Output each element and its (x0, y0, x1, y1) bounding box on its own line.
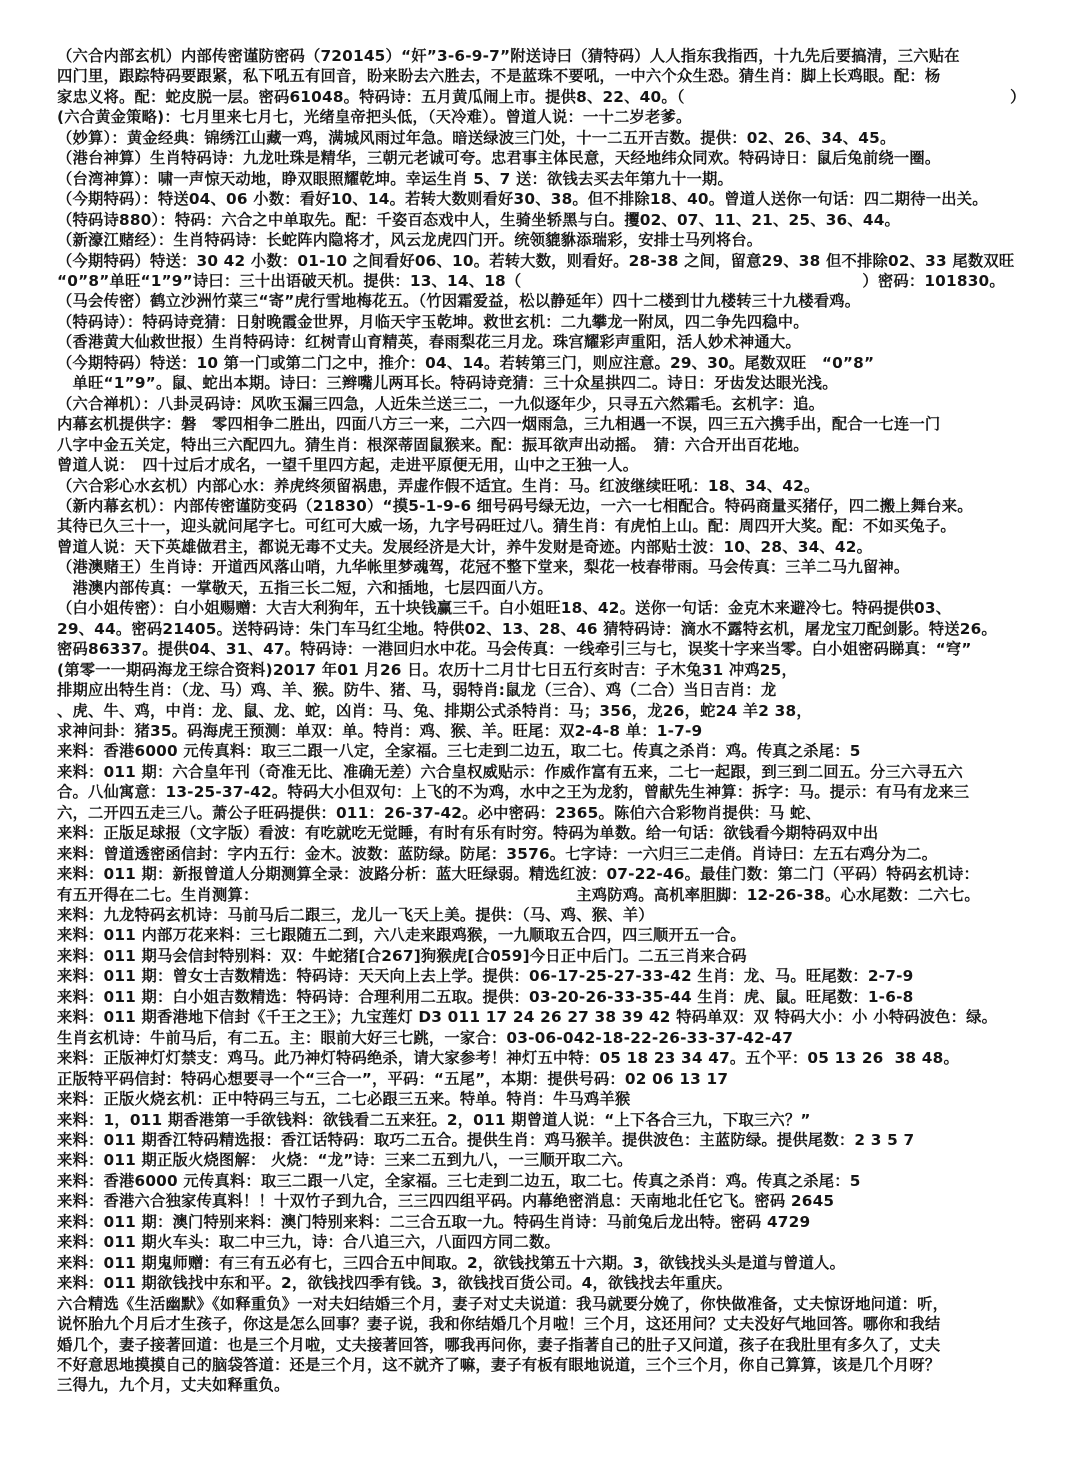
text-line: 六合精选《生活幽默》《如释重负》一对夫妇结婚三个月，妻子对丈夫说道：我马就要分娩了，你快做准备，丈夫惊讶地问道：听， (57, 1294, 949, 1313)
text-line: 来料：011 期马会信封特别料：双：牛蛇猪[合267]狗猴虎[合059]今日正中后门。二五三肖来合码 (57, 946, 747, 965)
text-line: 来料：正版足球报（文字版）看波：有吃就吃无觉睡，有时有乐有时穷。特码为单数。给一句话：欲钱看今期特码双中出 (57, 824, 879, 843)
text-line: （六合彩心水玄机）内部心水：养虎终须留祸患，弄虚作假不适宜。生肖：马。红波继续旺吼：18、34、42。 (57, 476, 820, 495)
text-line: 内幕玄机提供字：磐 零四相争二胜出，四面八方三一来，二六四一烟雨急，三九相遇一不误，四三五六携手出，配合一七连一门 (57, 415, 941, 434)
text-line: 来料：011 期鬼师赠：有三有五必有七，三四合五中间取。2，欲钱找第五十六期。3，欲钱找头头是道与曾道人。 (57, 1253, 846, 1272)
text-line: （台湾神算）：啸一声惊天动地，睁双眼照耀乾坤。幸运生肖 5、7 送：欲钱去买去年第九十一期。 (57, 169, 733, 188)
text-line: 其待已久三十一，迎头就问尾字七。可红可大威一场，九字号码旺过八。猜生肖：有虎怕上山。配：周四开大奖。配：不如买兔子。 (57, 517, 956, 536)
text-line: （今期特码）特送：10 第一门或第二门之中，推介：04、14。若转第三门，则应注意。29、30。尾数双旺 “0”8” (57, 353, 875, 372)
text-line: 来料：九龙特码玄机诗：马前马后二跟三，龙儿一飞天上美。提供：（马、鸡、猴、羊） (57, 906, 654, 925)
text-line: 有五开得在二七。生肖测算： 主鸡防鸡。高机率胆脚：12-26-38。心水尾数：二六七。 (57, 885, 980, 904)
text-line: （今期特码）特送：30 42 小数：01-10 之间看好06、10。若转大数，则看好。28-38 之间，留意29、38 但不排除02、33 尾数双旺 (57, 251, 1015, 270)
text-line: 婚几个，妻子接著回道：也是三个月啦，丈夫接著回答，哪我再问你，妻子指著自己的肚子又问道，孩子在我肚里有多久了，丈夫 (57, 1335, 941, 1354)
text-line: 来料：香港六合独家传真料！！十双竹子到九合，三三四四组平码。内幕绝密消息：天南地北任它飞。密码 2645 (57, 1192, 835, 1211)
text-line: （今期特码）：特送04、06 小数：看好10、14。若转大数则看好30、38。但不排除18、40。曾道人送你一句话：四二期待一出关。 (57, 190, 988, 209)
text-line: （白小姐传密）：白小姐赐赠：大吉大利狗年，五十块钱赢三千。白小姐旺18、42。送你一句话：金克木来避冷七。特码提供03、 (57, 599, 952, 618)
text-line: 来料：011 期火车头：取二中三九，诗：合八追三六，八面四方同二数。 (57, 1233, 560, 1252)
text-line: （港台神算）生肖特码诗：九龙吐珠是精华，三朝元老诚可夸。忠君事主体民意，天经地纬众同欢。特码诗日：鼠后兔前绕一圈。 (57, 149, 941, 168)
text-line: （香港黄大仙救世报）生肖特码诗：红树青山育精英，春雨梨花三月龙。珠宫耀彩声重阳，活人妙术神通大。 (57, 333, 801, 352)
text-line: 来料：011 期欲钱找中东和平。2，欲钱找四季有钱。3，欲钱找百货公司。4，欲钱找去年重庆。 (57, 1274, 732, 1293)
text-line: 来料：011 期：新报曾道人分期测算全录：波路分析：蓝大旺绿弱。精选红波：07-22-46。最佳门数：第二门（平码）特码玄机诗： (57, 865, 980, 884)
text-line: 生肖玄机诗：牛前马后，有二五。主：眼前大好三七跳，一家合：03-06-042-18-22-26-33-37-42-47 (57, 1028, 794, 1047)
text-line: （特码诗）：特码诗竞猜：日射晚霞金世界，月临天宇玉乾坤。救世玄机：二九攀龙一附凤，四二争先四稳中。 (57, 312, 809, 331)
text-line: 单旺“1”9”。鼠、蛇出本期。诗曰：三辫嘴儿两耳长。特码诗竞猜：三十众星拱四二。诗日：牙齿发达眼光浅。 (57, 374, 838, 393)
text-line: 密码86337。提供04、31、47。特码诗：一港回归水中花。马会传真：一线牵引三与七，误奖十字来当零。白小姐密码睇真：“穹” (57, 640, 972, 659)
document-sheet (57, 46, 1037, 1396)
text-line: 来料：011 期：曾女士吉数精选：特码诗：天天向上去上学。提供：06-17-25-27-33-42 生肖：龙、马。旺尾数：2-7-9 (57, 967, 914, 986)
text-line: “0”8”单旺“1”9”诗曰：三十出语破天机。提供：13、14、18（ ）密码：101830。 (57, 271, 1005, 290)
text-line: 来料：011 期正版火烧图解： 火烧：“龙”诗：三来二五到九八，一三顺开取二六。 (57, 1151, 633, 1170)
text-line: （妙算）：黄金经典：锦绣江山藏一鸡，满城风雨过年急。暗送绿波三门处，十一二五开吉数。提供：02、26、34、45。 (57, 128, 896, 147)
text-line: 四门里，跟踪特码要跟紧，私下吼五有回音，盼来盼去六胜去，不是蓝珠不要吼，一中六个众生恐。猜生肖：脚上长鸡眼。配：杨 (57, 67, 941, 86)
text-line: （马会传密）鹤立沙洲竹菜三“寄”虎行雪地梅花五。（竹因霜爱益，松以静延年）四十二楼到廿九楼转三十九楼看鸡。 (57, 292, 861, 311)
text-line: 来料：正版火烧玄机：正中特码三与五，二七必跟三五来。特单。特肖：牛马鸡羊猴 (57, 1090, 631, 1109)
text-line: 来料：香港6000 元传真料：取三二跟一八定，全家福。三七走到二边五，取二七。传真之杀肖：鸡。传真之杀尾：5 (57, 1171, 861, 1190)
text-line: 来料：曾道透密函信封：字内五行：金木。波数：蓝防绿。防尾：3576。七字诗：一六归三二走俏。肖诗曰：左五右鸡分为二。 (57, 844, 938, 863)
text-line: （六合内部玄机）内部传密谨防密码（720145）“奸”3-6-9-7”附送诗曰（猜特码）人人指东我指西，十九先后要搞清，三六贴在 (57, 47, 960, 65)
text-line: （特码诗880）：特码：六合之中单取先。配：千姿百态戏中人，生骑坐轿黑与白。攫02、07、11、21、25、36、44。 (57, 210, 901, 229)
text-line: 来料：011 期：澳门特别来料：澳门特别来料：二三合五取一九。特码生肖诗：马前兔后龙出特。密码 4729 (57, 1212, 811, 1231)
text-line: 合。八仙寓意：13-25-37-42。特码大小但双句：上飞的不为鸡，水中之王为龙豹，曾献先生神算：拆字：马。提示：有马有龙来三 (57, 783, 970, 802)
text-line: 不好意思地摸摸自己的脑袋答道：还是三个月，这不就齐了嘛，妻子有板有眼地说道，三个三个月，你自己算算，该是几个月呀？ (57, 1356, 941, 1374)
text-line: 来料：011 期：六合皇年刊（奇准无比、准确无差）六合皇权威贴示：作威作富有五来，二七一起跟，到三到二回五。分三六寻五六 (57, 762, 963, 781)
text-line: 来料：011 期香港地下信封《千王之王》；九宝莲灯 D3 011 17 24 26 27 38 39 42 特码单双：双 特码大小：小 小特码波色：绿。 (57, 1008, 998, 1027)
text-line: （港澳赌王）生肖诗：开道西风落山哨，九华帐里梦魂驾，花冠不整下堂来，梨花一枝春带雨。马会传真：三羊二马九留神。 (57, 558, 910, 577)
text-line: 曾道人说： 四十过后才成名，一望千里四方起，走进平原便无用，山中之王独一人。 (57, 456, 639, 475)
text-line: 说怀胎九个月后才生孩子，你这是怎么回事？妻子说，我和你结婚几个月啦！三个月，这还用问？丈夫没好气地回答。哪你和我结 (57, 1315, 941, 1334)
text-line: 三得九，九个月，丈夫如释重负。 (57, 1376, 290, 1395)
text-line: 六，二开四五走三八。萧公子旺码提供：011：26-37-42。必中密码：2365。陈伯六合彩物肖提供：马 蛇、 (57, 803, 821, 822)
text-line: 曾道人说：天下英雄做君主，都说无毒不丈夫。发展经济是大计，养牛发财是奇迹。内部贴士波：10、28、34、42。 (57, 537, 873, 556)
text-line: 、虎、牛、鸡，中肖：龙、鼠、龙、蛇，凶肖：马、兔、排期公式杀特肖：马；356，龙26，蛇24 羊2 38， (57, 701, 812, 720)
text-line: 求神问卦：猪35。码海虎王预测：单双：单。特肖：鸡、猴、羊。旺尾：双2-4-8 单：1-7-9 (57, 721, 703, 740)
text-line: 来料：011 期香江特码精选报：香江话特码：取巧二五合。提供生肖：鸡马猴羊。提供波色：主蓝防绿。提供尾数：2 3 5 7 (57, 1131, 915, 1150)
text-line: 29、44。密码21405。送特码诗：朱门车马红尘地。特供02、13、28、46 猜特码诗：滴水不露特玄机，屠龙宝刀配剑影。特送26。 (57, 619, 997, 638)
text-line: (第零一一期码海龙王综合资料)2017 年01 月26 日。农历十二月廿七日五行亥时吉：子木兔31 冲鸡25， (57, 660, 797, 679)
text-line: 正版特平码信封：特码心想要寻一个“三合一”，平码：“五尾”，本期：提供号码：02 06 13 17 (57, 1069, 729, 1088)
text-line: 港澳内部传真：一掌敬天，五指三长二短，六和插地，七层四面八方。 (57, 578, 553, 597)
text-line: 来料：香港6000 元传真料：取三二跟一八定，全家福。三七走到二边五，取二七。传真之杀肖：鸡。传真之杀尾：5 (57, 742, 861, 761)
text-line: （新内幕玄机）：内部传密谨防变码（21830）“摸5-1-9-6 细号码号绿无边，一六一七相配合。特码商量买猪仔，四二搬上舞台来。 (57, 496, 973, 515)
text-line: 八字中金五关定，特出三六配四九。猜生肖：根深蒂固鼠猴来。配：振耳欲声出动摇。 猜：六合开出百花地。 (57, 435, 809, 454)
text-line: 家忠义将。配：蛇皮脱一层。密码61048。特码诗：五月黄瓜闹上市。提供8、22、40。（ ） (57, 87, 1026, 106)
text-line: (六合黄金策略)：七月里来七月七，光绪皇帝把头低，（天冷难）。曾道人说：一十二岁老爹。 (57, 108, 692, 127)
text-line: 来料：1，011 期香港第一手欲钱料：欲钱看二五来狂。2，011 期曾道人说：“上下各合三九，下取三六？” (57, 1110, 811, 1129)
text-line: （新濠江赌经）：生肖特码诗：长蛇阵内隐将才，风云龙虎四门开。统领貔貅添瑞彩，安排士马列将台。 (57, 231, 763, 250)
text-line: （六合禅机）：八卦灵码诗：风吹玉漏三四急，人近朱兰送三二，一九似逐年少，只寻五六然霜毛。玄机字：追。 (57, 394, 825, 413)
text-line: 来料：正版神灯灯禁支：鸡马。此乃神灯特码绝杀，请大家参考！神灯五中特：05 18 23 34 47。五个平：05 13 26 38 48。 (57, 1049, 959, 1068)
text-line: 排期应出特生肖：（龙、马）鸡、羊、猴。防牛、猪、马，弱特肖:鼠龙（三合）、鸡（二合）当日吉肖：龙 (57, 681, 777, 700)
text-line: 来料：011 内部万花来料：三七跟随五二到，六八走来跟鸡猴，一九顺取五合四，四三顺开五一合。 (57, 926, 746, 945)
text-line: 来料：011 期：白小姐吉数精选：特码诗：合理利用二五取。提供：03-20-26-33-35-44 生肖：虎、鼠。旺尾数：1-6-8 (57, 987, 914, 1006)
